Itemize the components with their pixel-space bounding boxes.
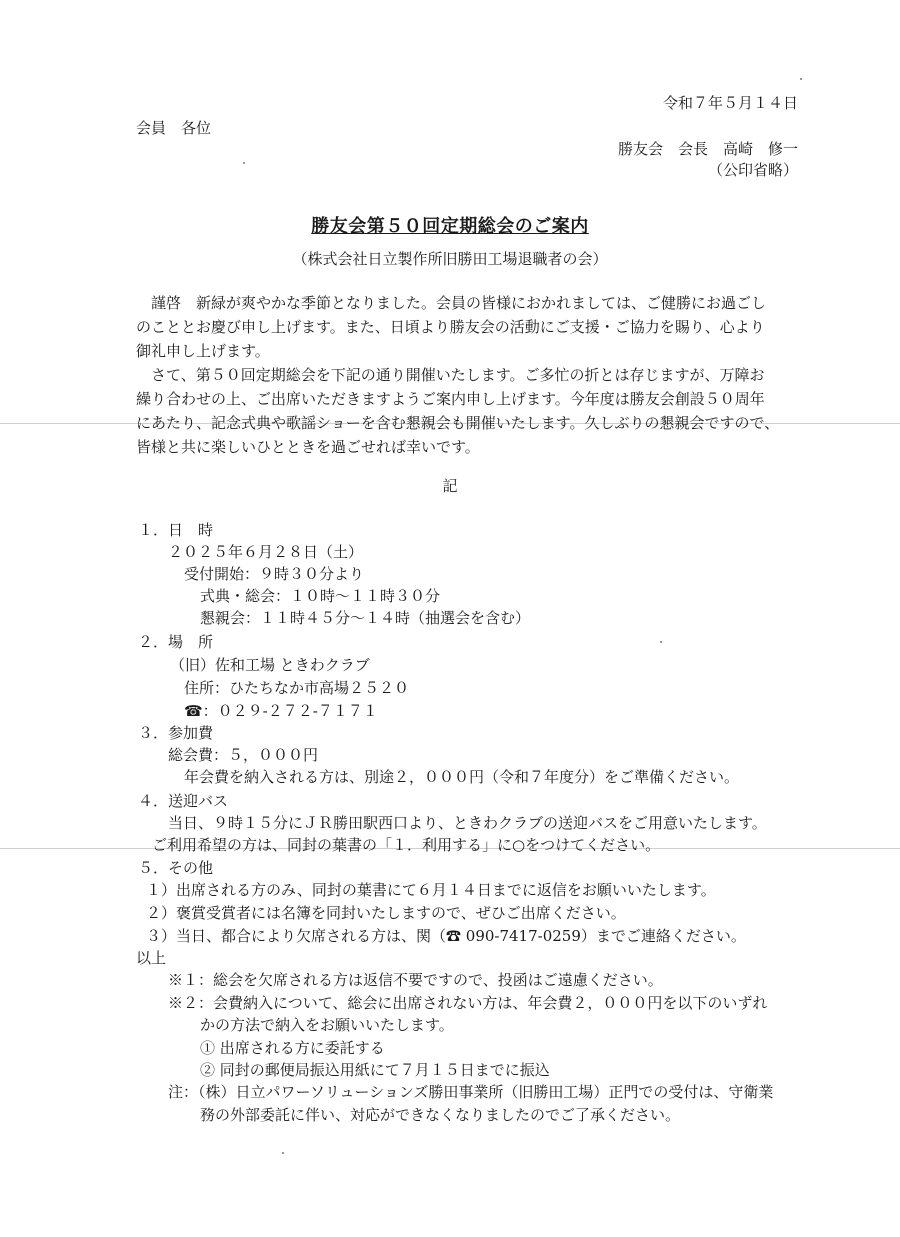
venue-name: （旧）佐和工場 ときわクラブ: [170, 656, 370, 674]
section-heading-fee: ３．参加費: [138, 724, 214, 742]
body-line: にあたり、記念式典や歌謡ショーを含む懇親会も開催いたします。久しぶりの懇親会ですので、: [136, 414, 780, 432]
section-heading-bus: ４．送迎バス: [138, 792, 229, 810]
note-3-cont: 務の外部委託に伴い、対応ができなくなりましたのでご了承ください。: [200, 1106, 681, 1124]
scan-dot: [660, 641, 662, 643]
section-heading-other: ５．その他: [138, 859, 214, 877]
body-line: 御礼申し上げます。: [136, 342, 270, 360]
seal-note: （公印省略）: [707, 161, 798, 179]
annual-fee-note: 年会費を納入される方は、別途２，０００円（令和７年度分）をご準備ください。: [184, 768, 740, 786]
other-item: ２）褒賞受賞者には名簿を同封いたしますので、ぜひご出席ください。: [146, 904, 626, 922]
scan-dot: [800, 78, 802, 80]
sender: 勝友会 会長 高崎 修一: [617, 140, 798, 158]
ki-heading: 記: [442, 477, 458, 495]
other-item: ３）当日、都合により欠席される方は、関（☎ 090-7417-0259）までご連絡ください。: [146, 927, 746, 945]
note-2-option: ① 出席される方に委託する: [200, 1039, 385, 1057]
body-line: さて、第５０回定期総会を下記の通り開催いたします。ご多忙の折とは存じますが、万障お: [136, 366, 765, 384]
bus-line-2: ご利用希望の方は、同封の葉書の「１．利用する」に○をつけてください。: [152, 836, 661, 854]
section-heading-datetime: １．日 時: [138, 521, 214, 539]
body-line: のこととお慶び申し上げます。また、日頃より勝友会の活動にご支援・ご協力を賜り、心より: [136, 318, 765, 336]
note-3: 注：（株）日立パワーソリューションズ勝田事業所（旧勝田工場）正門での受付は、守衛業: [168, 1083, 774, 1101]
document-title: 勝友会第５０回定期総会のご案内: [311, 216, 589, 237]
bus-line-1: 当日、９時１５分にＪＲ勝田駅西口より、ときわクラブの送迎バスをご用意いたします。: [168, 814, 767, 832]
meeting-fee: 総会費：５，０００円: [168, 746, 319, 764]
body-line: 謹啓 新緑が爽やかな季節となりました。会員の皆様におかれましては、ご健勝にお過ごし: [136, 294, 767, 312]
recipient: 会員 各位: [136, 119, 212, 137]
event-date: ２０２５年６月２８日（土）: [168, 543, 364, 561]
ijou-closing: 以上: [136, 949, 167, 967]
other-item: １）出席される方のみ、同封の葉書にて６月１４日までに返信をお願いいたします。: [146, 881, 716, 899]
ceremony-time: 式典・総会：１０時～１１時３０分: [200, 587, 441, 605]
venue-phone: ☎：０２９-２７２-７１７１: [184, 702, 378, 720]
body-line: 皆様と共に楽しいひとときを過ごせれば幸いです。: [136, 438, 480, 456]
document-subtitle: （株式会社日立製作所旧勝田工場退職者の会）: [292, 250, 608, 268]
section-heading-place: ２．場 所: [138, 633, 214, 651]
venue-address: 住所：ひたちなか市高場２５２０: [184, 679, 410, 697]
note-1: ※１：総会を欠席される方は返信不要ですので、投函はご遠慮ください。: [168, 971, 663, 989]
scan-dot: [243, 162, 245, 164]
scan-dot: [282, 1152, 284, 1154]
body-line: 繰り合わせの上、ご出席いただきますようご案内申し上げます。今年度は勝友会創設５０周年: [136, 390, 765, 408]
note-2-option: ② 同封の郵便局振込用紙にて７月１５日までに振込: [200, 1061, 550, 1079]
document-date: 令和７年５月１４日: [662, 94, 798, 112]
note-2: ※２：会費納入について、総会に出席されない方は、年会費２，０００円を以下のいずれ: [168, 994, 768, 1012]
reception-time: 受付開始：９時３０分より: [184, 565, 365, 583]
party-time: 懇親会：１１時４５分～１４時（抽選会を含む）: [200, 609, 531, 627]
note-2-cont: かの方法で納入をお願いいたします。: [200, 1016, 454, 1034]
